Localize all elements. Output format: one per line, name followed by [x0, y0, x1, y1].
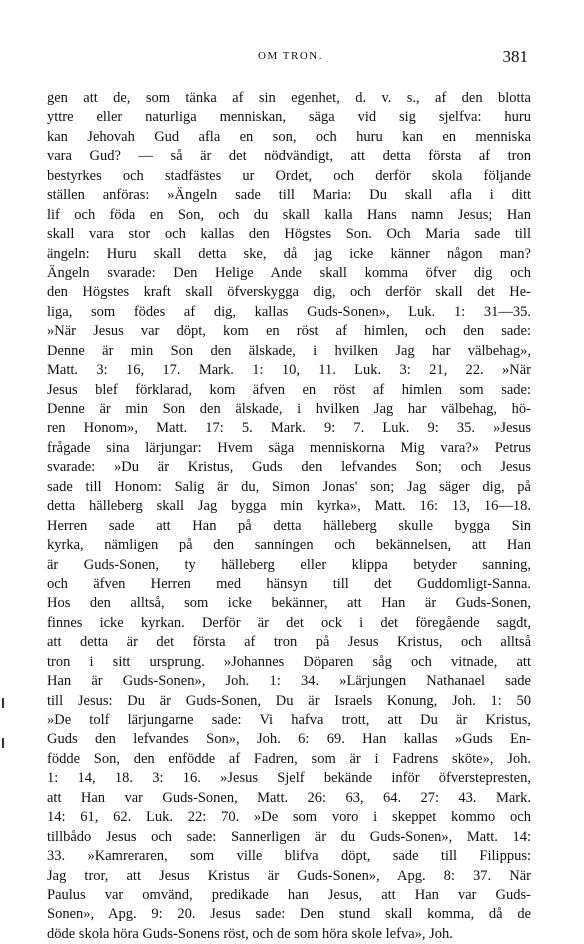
- text-line: tillbådo Jesus och sade: Sannerligen är du Guds-Sonen», Matt. 14:: [47, 828, 531, 845]
- text-line: liga, som födes af dig, kallas Guds-Sonen», Luk. 1: 31—35.: [47, 303, 531, 320]
- text-line: »De tolf lärjungarne sade: Vi hafva trott, att Du är Kristus,: [47, 712, 531, 728]
- text-line: 14: 61, 62. Luk. 22: 70. »De som voro i skeppet kommo och: [47, 809, 531, 826]
- text-line: vara Gud? — så är det nödvändigt, att detta första af tron: [47, 148, 531, 165]
- text-line: bestyrkes och stadfästes ur Ordet, och derför skola följande: [47, 167, 531, 184]
- text-line: Hos den alltså, som icke bekänner, att Han är Guds-Sonen,: [47, 595, 531, 612]
- text-line: gen att de, som tänka af sin egenhet, d. v. s., af den blotta: [47, 90, 531, 106]
- text-line: 1: 14, 18. 3: 16. »Jesus Sjelf bekände inför öfverstepresten,: [47, 770, 531, 787]
- text-line: 33. »Kamreraren, som ville blifva döpt, sade till Filippus:: [47, 848, 531, 865]
- text-line: frågade sina lärjungar: Hvem säga menniskorna Mig vara?» Petrus: [47, 439, 531, 456]
- left-margin-mark: [2, 738, 4, 748]
- text-line: Sonen», Apg. 9: 20. Jesus sade: Den stund skall komma, då de: [47, 906, 531, 923]
- text-line: tron i sitt ursprung. »Johannes Döparen såg och vitnade, att: [47, 653, 531, 670]
- text-line: ställen anföras: »Ängeln sade till Maria: Du skall afla i ditt: [47, 187, 531, 204]
- text-line: ängeln: Huru skall detta ske, då jag icke känner någon man?: [47, 245, 531, 262]
- page-number: 381: [502, 47, 528, 66]
- text-line: »När Jesus var döpt, kom en röst af himlen, och den sade:: [47, 323, 531, 340]
- body-text: [47, 89, 531, 944]
- text-line: Jesus blef förklarad, kom äfven en röst af himlen som sade:: [47, 381, 531, 398]
- running-title: OM TRON.: [258, 50, 323, 62]
- text-line: och äfven Herren med hänsyn till det Guddomligt-Sanna.: [47, 575, 531, 592]
- text-line: Han är Guds-Sonen», Joh. 1: 34. »Lärjungen Nathanael sade: [47, 673, 531, 690]
- text-line: Denne är min Son den älskade, i hvilken Jag har välbehag»,: [47, 342, 531, 359]
- text-line: finnes icke kyrkan. Derför är det ock i det föregående sagdt,: [47, 614, 531, 631]
- text-line: födde Son, den enfödde af Fadren, som är i Fadrens sköte», Joh.: [47, 750, 531, 767]
- text-line: Jag tror, att Jesus Kristus är Guds-Sonen», Apg. 8: 37. När: [47, 867, 531, 884]
- text-line: att detta är det första af tron på Jesus Kristus, och alltså: [47, 634, 531, 651]
- text-line: kan Jehovah Gud afla en son, och huru kan en menniska: [47, 128, 531, 145]
- text-line: att Han var Guds-Sonen, Matt. 26: 63, 64. 27: 43. Mark.: [47, 789, 531, 806]
- text-line: yttre eller naturliga menniskan, säga vid sig sjelfva: huru: [47, 109, 531, 126]
- text-line: kyrka, nämligen på den sanningen och bekännelsen, att Han: [47, 537, 531, 554]
- text-line: ren Honom», Matt. 17: 5. Mark. 9: 7. Luk. 9: 35. »Jesus: [47, 420, 531, 437]
- left-margin-mark: [2, 698, 4, 708]
- text-line: Guds den lefvandes Son», Joh. 6: 69. Han kallas »Guds En-: [47, 731, 531, 748]
- text-line: detta hälleberg skall Jag bygga min kyrka», Matt. 16: 13, 16—18.: [47, 498, 531, 515]
- text-line: Ängeln svarade: Den Helige Ande skall komma öfver dig och: [47, 264, 531, 281]
- text-line: lif och föda en Son, och du skall kalla Hans namn Jesus; Han: [47, 206, 531, 223]
- text-line: Matt. 3: 16, 17. Mark. 1: 10, 11. Luk. 3: 21, 22. »När: [47, 362, 531, 379]
- text-line: döde skola höra Guds-Sonens röst, och de som höra skole lefva», Joh.: [47, 925, 453, 942]
- text-line: svarade: »Du är Kristus, Guds den lefvandes Son; och Jesus: [47, 459, 531, 476]
- text-line: Paulus var omvänd, predikade han Jesus, att Han var Guds-: [47, 886, 531, 903]
- text-line: Denne är min Son den älskade, i hvilken Jag har välbehag, hö-: [47, 401, 531, 417]
- text-line: sade till Honom: Salig är du, Simon Jonas' son; Jag säger dig, på: [47, 478, 531, 495]
- text-line: skall vara stor och kallas den Högstes Son. Och Maria sade till: [47, 226, 531, 243]
- text-line: Herren sade att Han på detta hälleberg skulle bygga Sin: [47, 517, 531, 534]
- text-line: till Jesus: Du är Guds-Sonen, Du är Israels Konung, Joh. 1: 50: [47, 692, 531, 709]
- text-line: den Högstes kraft skall öfverskygga dig, och derför skall det He-: [47, 284, 531, 301]
- running-header: [0, 47, 584, 68]
- text-line: är Guds-Sonen, ty hälleberg eller klippa betyder sanning,: [47, 556, 531, 573]
